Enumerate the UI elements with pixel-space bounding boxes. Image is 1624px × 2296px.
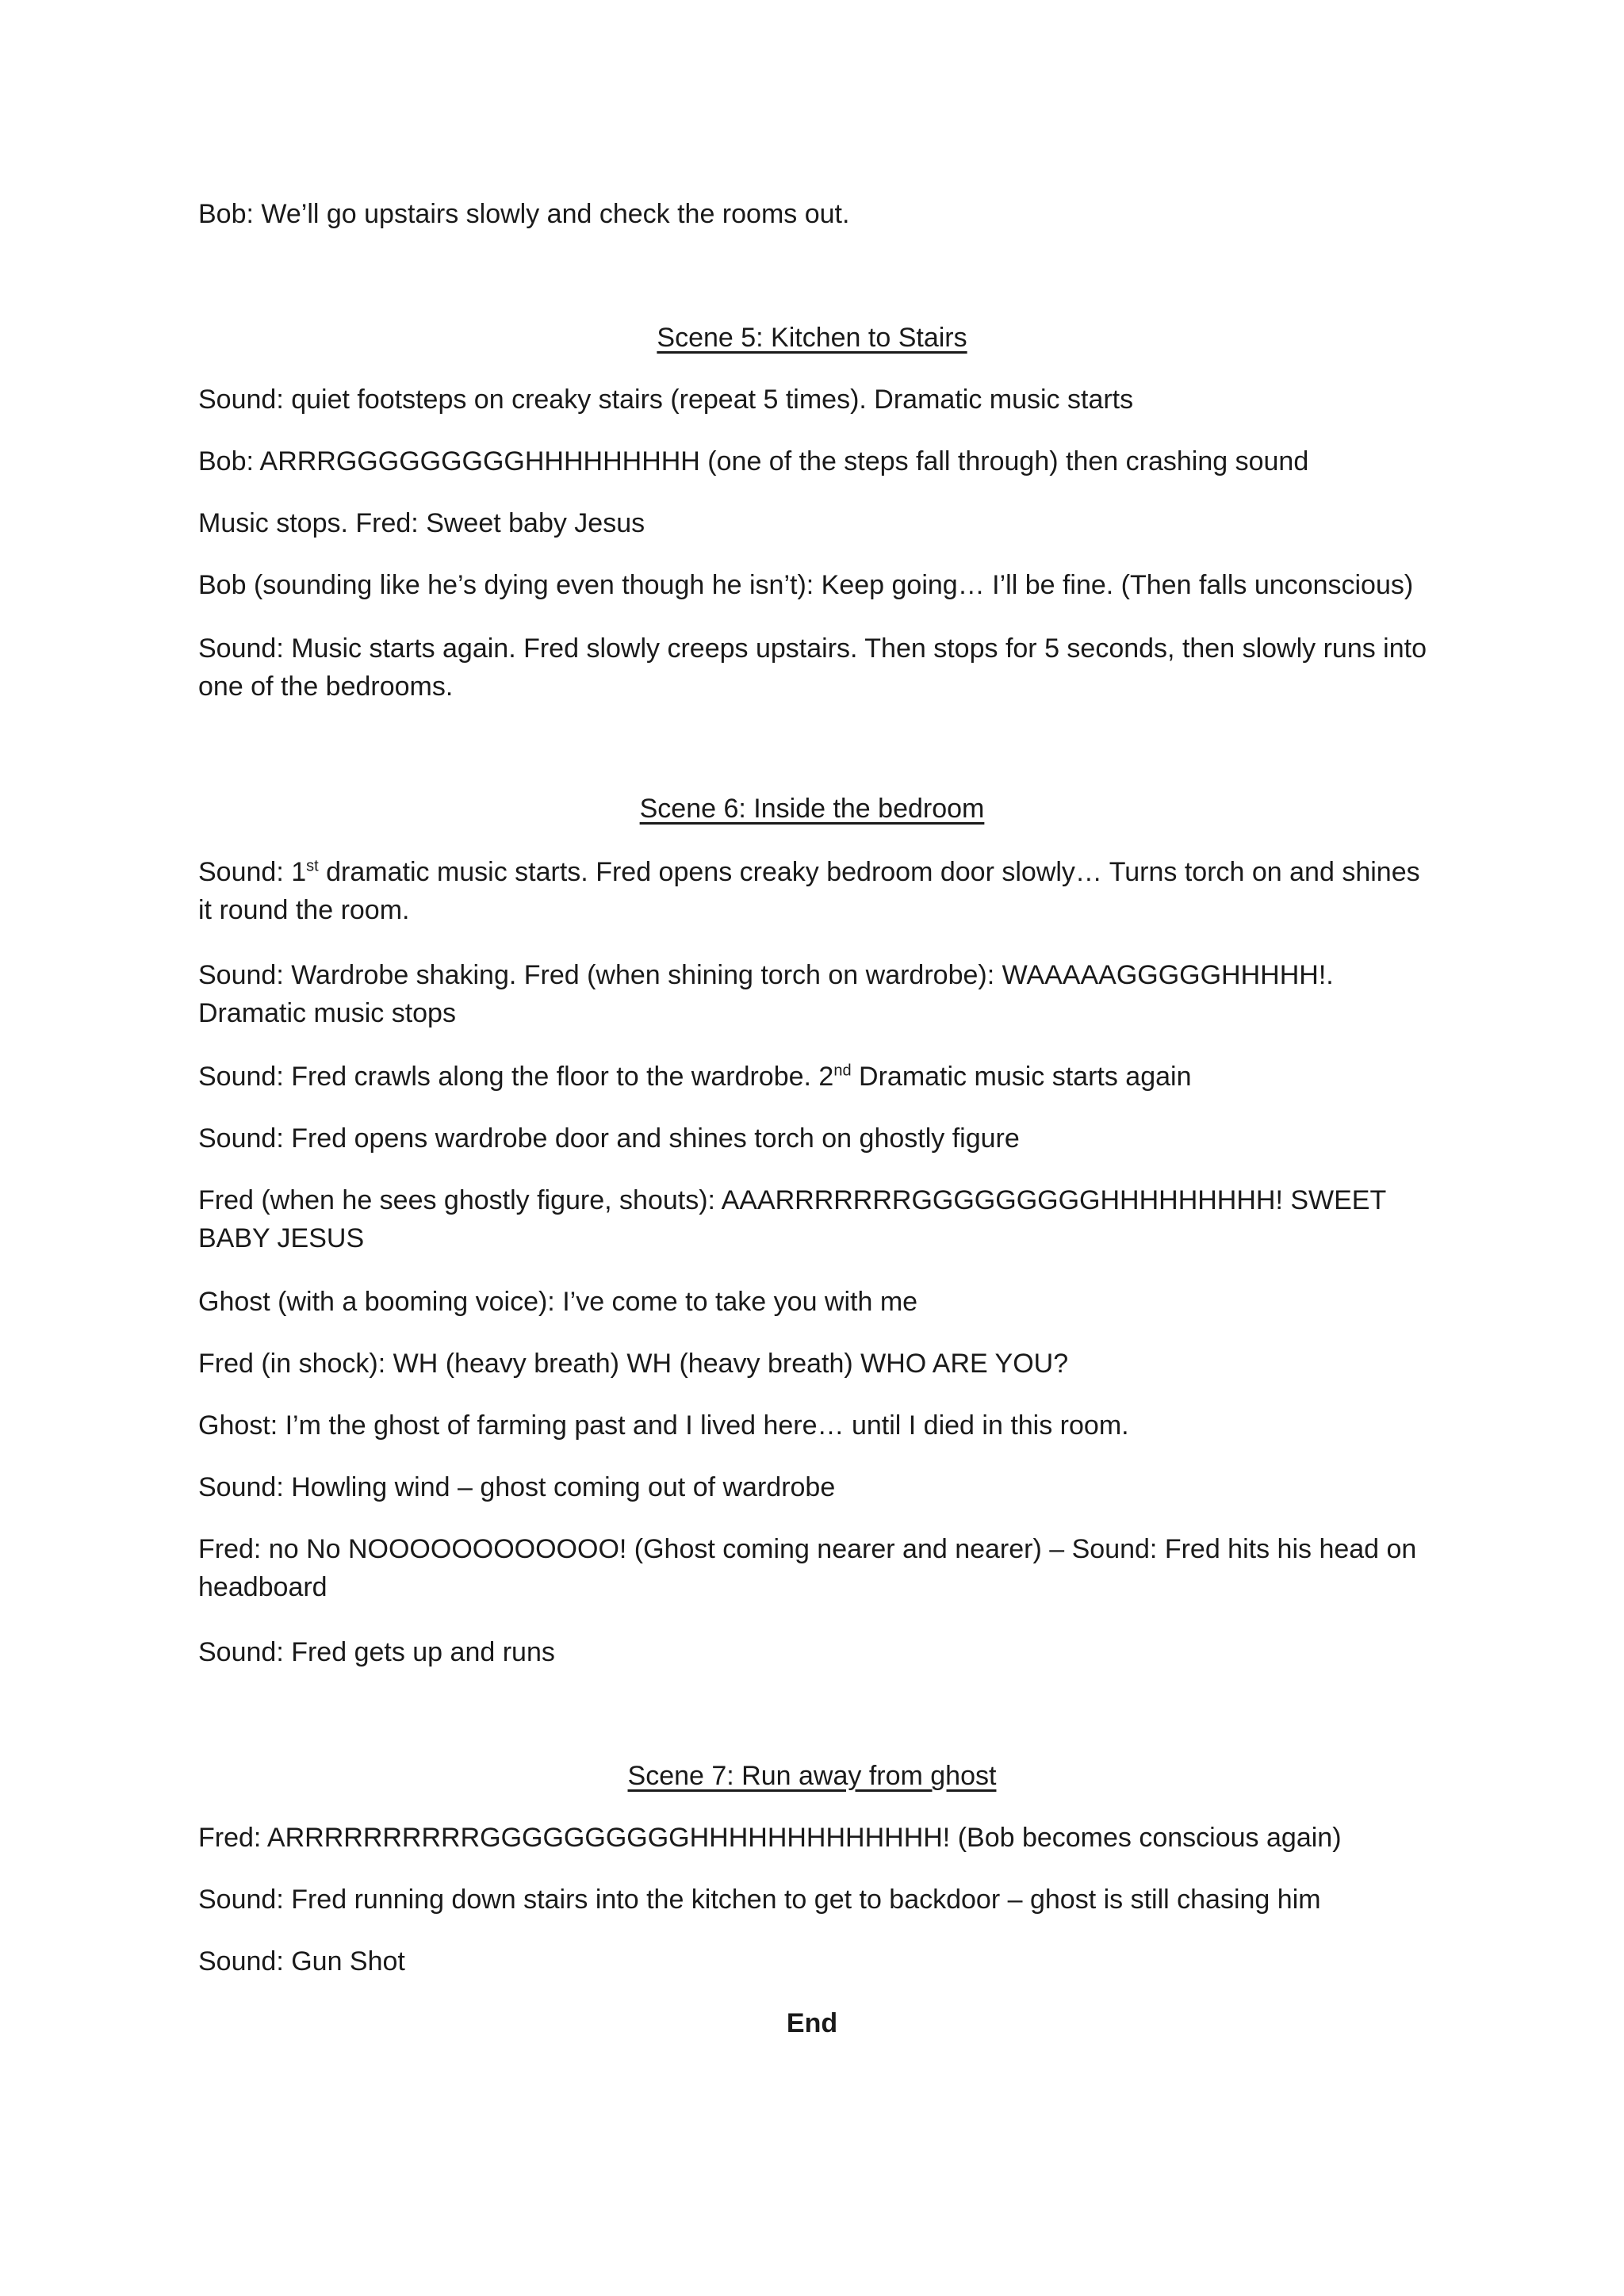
script-line-part: Dramatic music starts again [851, 1062, 1192, 1092]
script-line-part: dramatic music starts. Fred opens creaky bedroom door slowly… Turns torch on and shines it round the room. [198, 857, 1420, 925]
script-line: Sound: Gun Shot [198, 1946, 405, 1976]
script-line: Sound: Howling wind – ghost coming out of wardrobe [198, 1472, 836, 1502]
scene-7-heading: Scene 7: Run away from ghost [627, 1761, 997, 1791]
script-line: Bob (sounding like he’s dying even though he isn’t): Keep going… I’ll be fine. (Then falls unconscious) [198, 570, 1414, 600]
end-marker: End [786, 2008, 838, 2038]
superscript: nd [833, 1062, 852, 1080]
superscript: st [306, 857, 319, 875]
script-line-part: Sound: Fred crawls along the floor to the wardrobe. 2 [198, 1062, 834, 1092]
script-line: Sound: Fred gets up and runs [198, 1637, 555, 1667]
scene-5-heading: Scene 5: Kitchen to Stairs [657, 323, 967, 353]
script-line: Sound: Wardrobe shaking. Fred (when shining torch on wardrobe): WAAAAAGGGGGHHHHH!. Dramatic music stops [198, 960, 1334, 1028]
scene-6-heading: Scene 6: Inside the bedroom [639, 794, 985, 824]
script-line: Fred (when he sees ghostly figure, shouts): AAARRRRRRRGGGGGGGGGHHHHHHHHH! SWEET BABY JESUS [198, 1185, 1386, 1253]
script-line: Bob: ARRRGGGGGGGGGHHHHHHHHH (one of the steps fall through) then crashing sound [198, 446, 1309, 476]
script-line: Music stops. Fred: Sweet baby Jesus [198, 508, 645, 538]
script-line: Sound: Fred running down stairs into the kitchen to get to backdoor – ghost is still chasing him [198, 1885, 1321, 1915]
script-line: Sound: Fred opens wardrobe door and shines torch on ghostly figure [198, 1123, 1020, 1154]
script-line: Ghost: I’m the ghost of farming past and I lived here… until I died in this room. [198, 1410, 1129, 1441]
script-line: Fred: no No NOOOOOOOOOOOO! (Ghost coming nearer and nearer) – Sound: Fred hits his head on headboard [198, 1534, 1417, 1602]
script-line: Fred (in shock): WH (heavy breath) WH (heavy breath) WHO ARE YOU? [198, 1349, 1069, 1379]
script-line-part: Sound: 1 [198, 857, 307, 887]
script-line [198, 1058, 1467, 1096]
script-line: Fred: ARRRRRRRRRRGGGGGGGGGGHHHHHHHHHHHHH! (Bob becomes conscious again) [198, 1823, 1342, 1853]
script-line [198, 853, 1435, 929]
script-line: Sound: Music starts again. Fred slowly creeps upstairs. Then stops for 5 seconds, then slowly runs into one of the bedrooms. [198, 633, 1427, 702]
script-line: Sound: quiet footsteps on creaky stairs (repeat 5 times). Dramatic music starts [198, 385, 1134, 415]
script-line: Ghost (with a booming voice): I’ve come to take you with me [198, 1287, 918, 1317]
script-line: Bob: We’ll go upstairs slowly and check the rooms out. [198, 199, 850, 229]
